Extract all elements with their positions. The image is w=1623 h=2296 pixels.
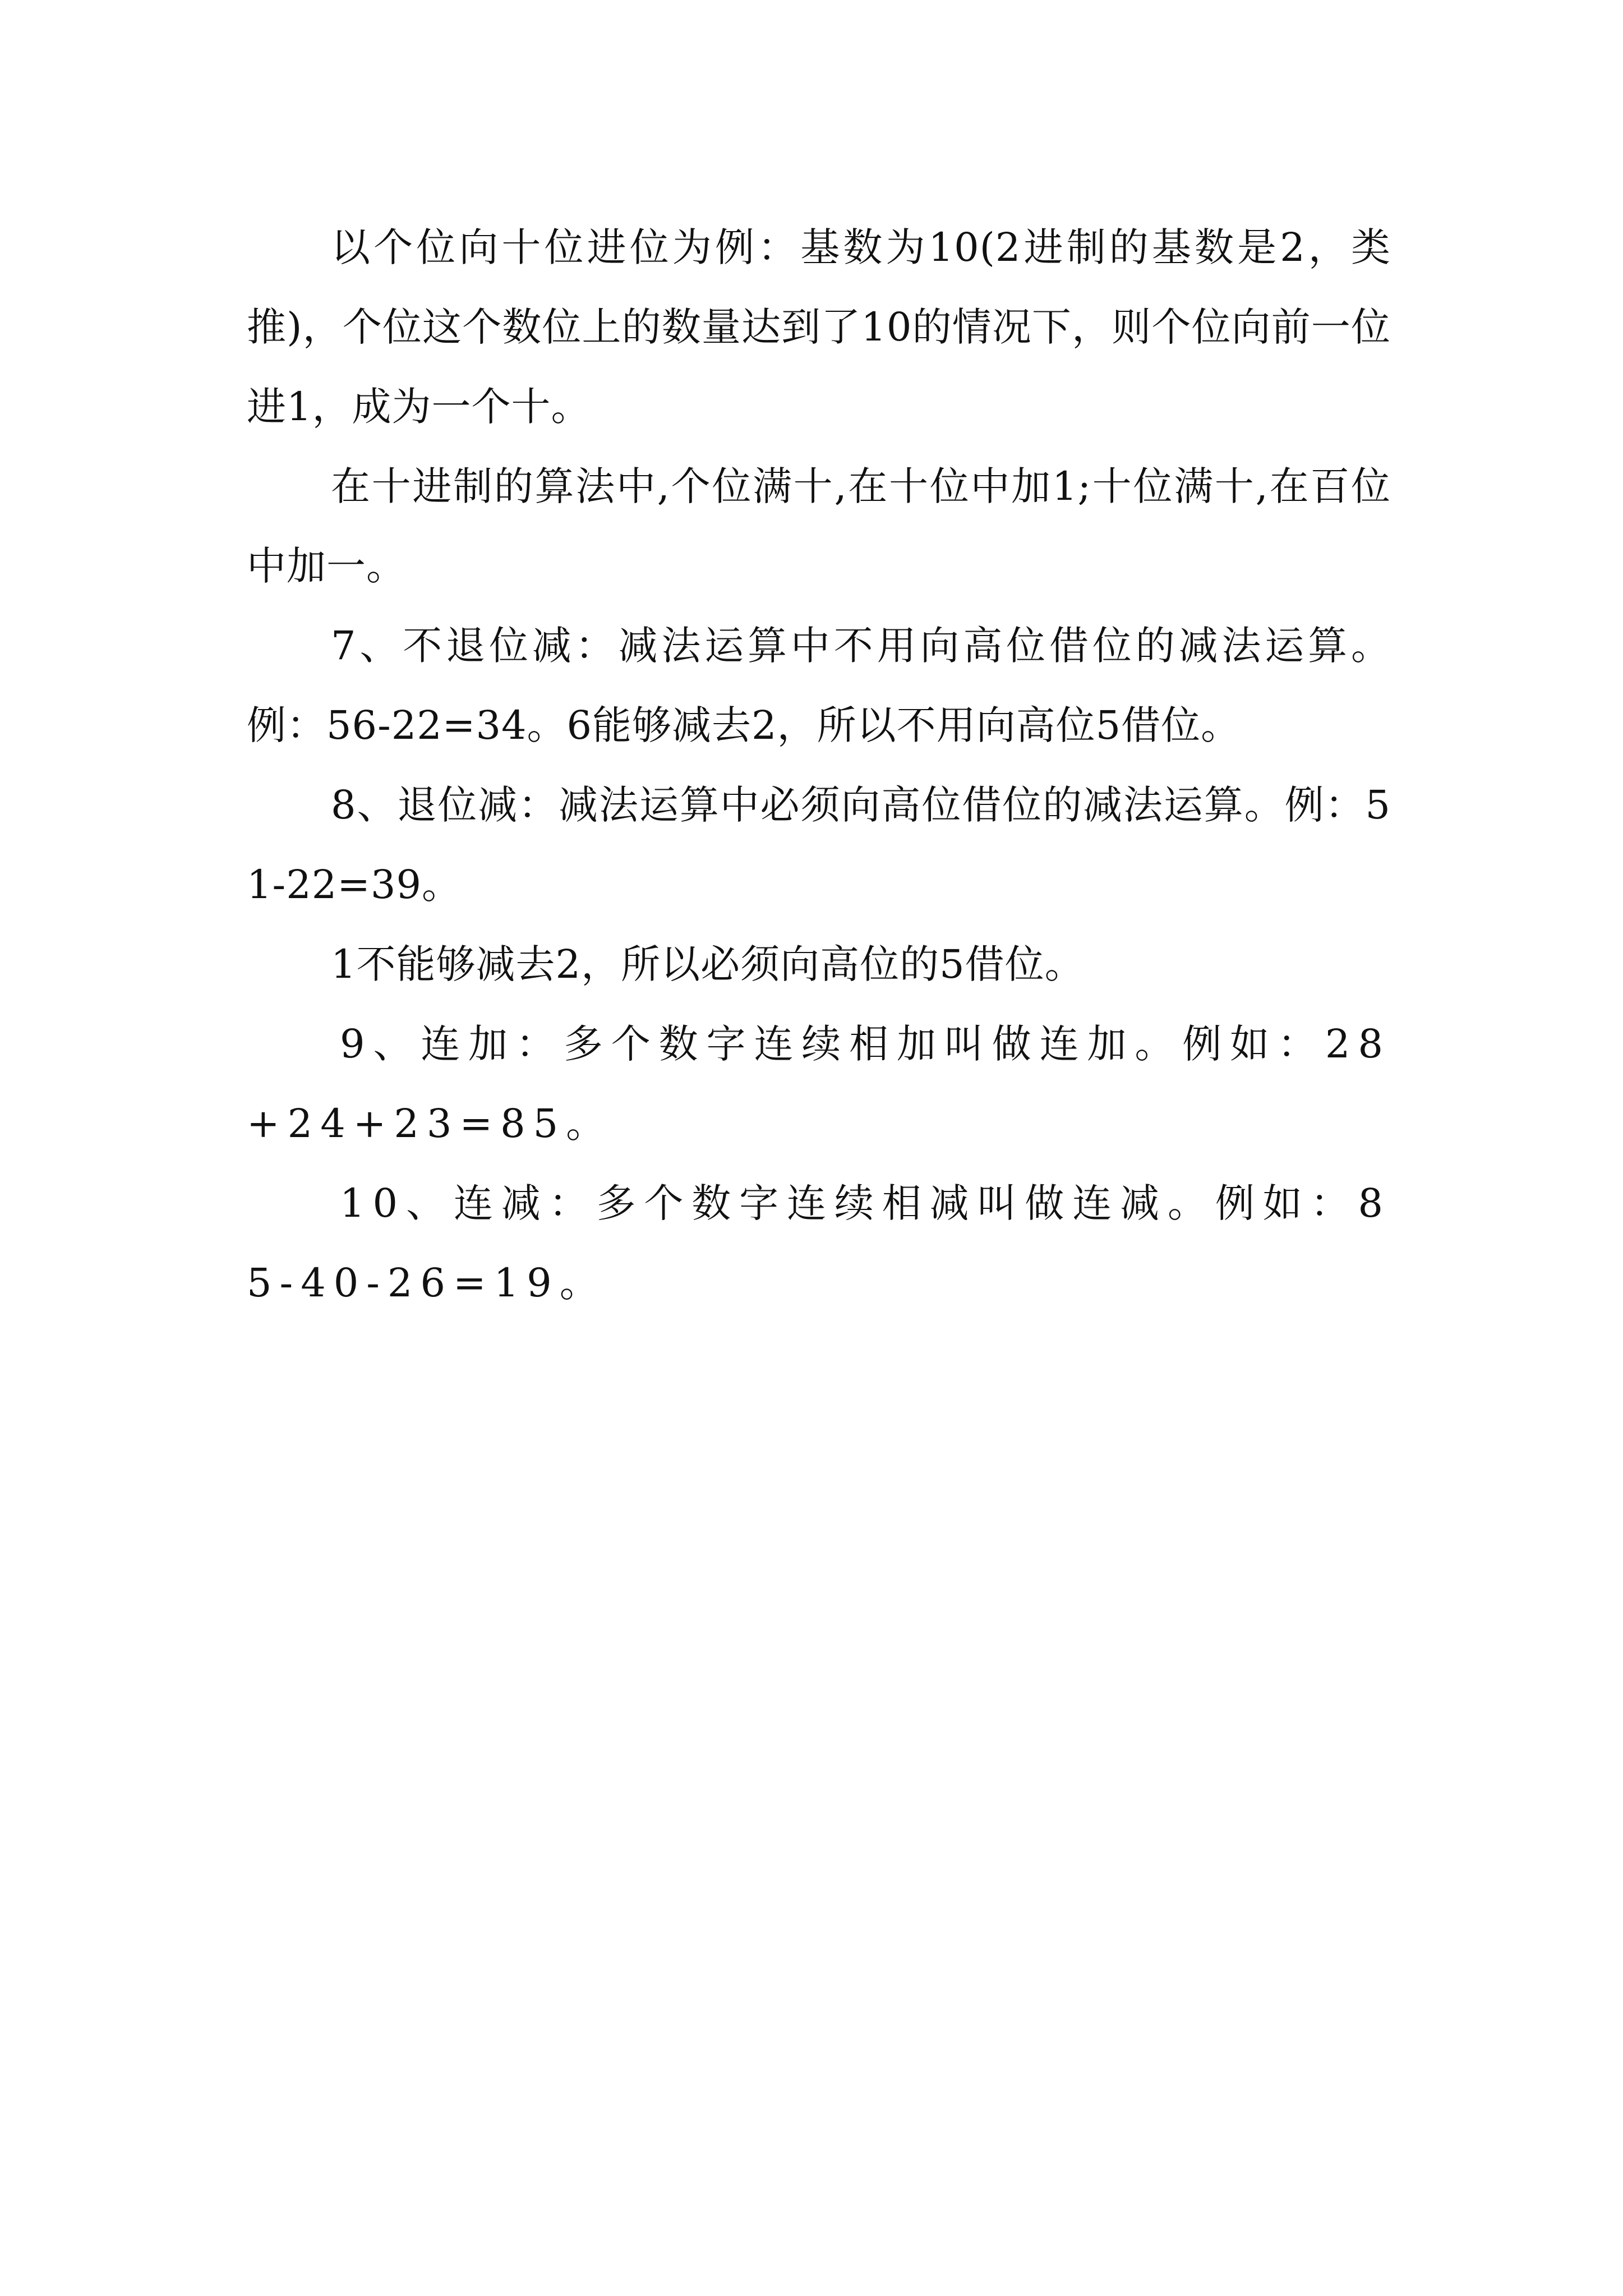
paragraph-borrow-explanation: 1不能够减去2，所以必须向高位的5借位。	[331, 941, 1085, 987]
paragraph-carry-example: 以个位向十位进位为例：基数为10(2进制的基数是2，类推)，个位这个数位上的数量达到了10的情况下，则个位向前一位进1，成为一个十。	[247, 224, 1391, 430]
paragraph-subtraction-without-borrow: 7、不退位减：减法运算中不用向高位借位的减法运算。例：56-22=34。6能够减去2，所以不用向高位5借位。	[247, 623, 1391, 748]
paragraph-continuous-addition: 9、连加：多个数字连续相加叫做连加。例如：28+24+23=85。	[247, 1021, 1391, 1147]
document-body	[247, 208, 1391, 1323]
paragraph-decimal-rule: 在十进制的算法中,个位满十,在十位中加1;十位满十,在百位中加一。	[247, 463, 1391, 589]
paragraph-subtraction-with-borrow: 8、退位减：减法运算中必须向高位借位的减法运算。例：51-22=39。	[247, 782, 1391, 908]
paragraph-continuous-subtraction: 10、连减：多个数字连续相减叫做连减。例如：85-40-26=19。	[247, 1180, 1391, 1306]
